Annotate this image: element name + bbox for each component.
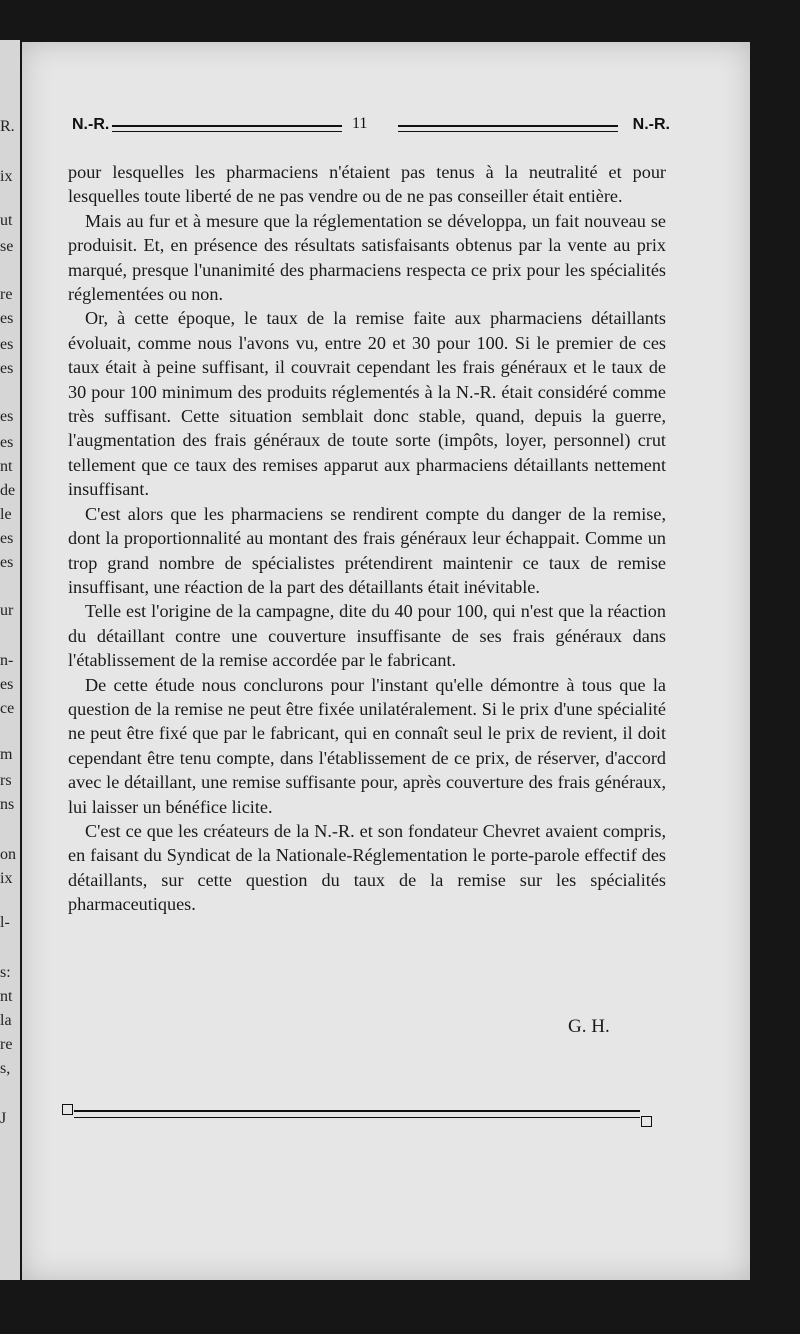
footer-ornament-rule	[62, 1104, 652, 1128]
ornament-square-left	[62, 1104, 73, 1115]
margin-fragment: R.	[0, 118, 15, 135]
margin-fragment: es	[0, 434, 14, 451]
ornament-square-right	[641, 1116, 652, 1127]
left-page-margin-text	[0, 40, 14, 1280]
paragraph: Telle est l'origine de la campagne, dite du 40 pour 100, qui n'est que la réaction du détaillant contre une couverture insuffisante de ses frais généraux dans l'établissement de la remise accordée par le fabricant.	[68, 601, 666, 671]
margin-fragment: nt	[0, 458, 13, 475]
paragraph: C'est alors que les pharmaciens se rendirent compte du danger de la remise, dont la proportionnalité au montant des frais généraux leur échappait. Comme un trop grand nombre de spécialistes prétendirent maintenir ce taux de remise insuffisant, une réaction de la part des détaillants était inévitable.	[68, 503, 666, 597]
margin-fragment: m	[0, 746, 13, 763]
margin-fragment: es	[0, 676, 14, 693]
margin-fragment: l-	[0, 914, 10, 931]
document-page	[22, 42, 750, 1280]
margin-fragment: on	[0, 846, 16, 863]
margin-fragment: rs	[0, 772, 12, 789]
header-rule-left	[112, 125, 342, 132]
running-header	[72, 116, 670, 140]
page-number: 11	[352, 115, 368, 132]
margin-fragment: re	[0, 1036, 13, 1053]
paragraph: Mais au fur et à mesure que la réglementation se développa, un fait nouveau se produisit. Et, en présence des résultats satisfaisants obtenus par la vente au prix marqué, presque l'unanimité des pharmaciens respecta ce prix pour les spécialités réglementées ou non.	[68, 210, 666, 305]
margin-fragment: J	[0, 1110, 7, 1127]
margin-fragment: ix	[0, 168, 13, 185]
margin-fragment: se	[0, 238, 14, 255]
paragraph: C'est ce que les créateurs de la N.-R. et son fondateur Chevret avaient compris, en faisant du Syndicat de la Nationale-Réglementation le porte-parole effectif des détaillants, sur cette question du taux de la remise sur les spécialités pharmaceutiques.	[68, 820, 666, 915]
margin-fragment: es	[0, 554, 14, 571]
margin-fragment: nt	[0, 988, 13, 1005]
margin-fragment: ut	[0, 212, 13, 229]
margin-fragment: es	[0, 336, 14, 353]
ornament-line	[74, 1110, 640, 1118]
header-left-label: N.-R.	[72, 116, 110, 133]
article-body	[68, 160, 666, 917]
margin-fragment: n-	[0, 652, 14, 669]
margin-fragment: la	[0, 1012, 12, 1029]
margin-fragment: s,	[0, 1060, 11, 1077]
paragraph: pour lesquelles les pharmaciens n'étaient pas tenus à la neutralité et pour lesquelles toute liberté de ne pas vendre ou de ne pas conseiller était entière.	[68, 162, 666, 207]
paragraph: Or, à cette époque, le taux de la remise faite aux pharmaciens détaillants évoluait, comme nous l'avons vu, entre 20 et 30 pour 100. Si le premier de ces taux était à peine suffisant, il couvrait cependant les frais généraux et le taux de 30 pour 100 minimum des produits réglementés à la N.-R. était considéré comme très suffisant. Cette situation semblait donc stable, quand, depuis la guerre, l'augmentation des frais généraux de toute sorte (impôts, loyer, personnel) crut tellement que ce taux des remises apparut aux pharmaciens détaillants nettement insuffisant.	[68, 308, 666, 500]
margin-fragment: le	[0, 506, 12, 523]
margin-fragment: ns	[0, 796, 15, 813]
margin-fragment: es	[0, 408, 14, 425]
margin-fragment: re	[0, 286, 13, 303]
margin-fragment: s:	[0, 964, 11, 981]
margin-fragment: ce	[0, 700, 15, 717]
margin-fragment: de	[0, 482, 16, 499]
margin-fragment: es	[0, 360, 14, 377]
header-right-label: N.-R.	[632, 116, 670, 133]
margin-fragment: ur	[0, 602, 14, 619]
author-signature: G. H.	[568, 1016, 610, 1037]
header-rule-right	[398, 125, 618, 132]
margin-fragment: es	[0, 310, 14, 327]
paragraph: De cette étude nous conclurons pour l'instant qu'elle démontre à tous que la question de la remise ne peut être fixée unilatéralement. Si le prix d'une spécialité ne peut être fixé que par le fabricant, qui en connaît seul le prix de revient, il doit cependant être tenu compte, dans l'établissement de ce prix, de réserver, d'accord avec le détaillant, une remise suffisante pour, après couverture des frais généraux, lui laisser un bénéfice licite.	[68, 674, 666, 817]
margin-fragment: es	[0, 530, 14, 547]
margin-fragment: ix	[0, 870, 13, 887]
